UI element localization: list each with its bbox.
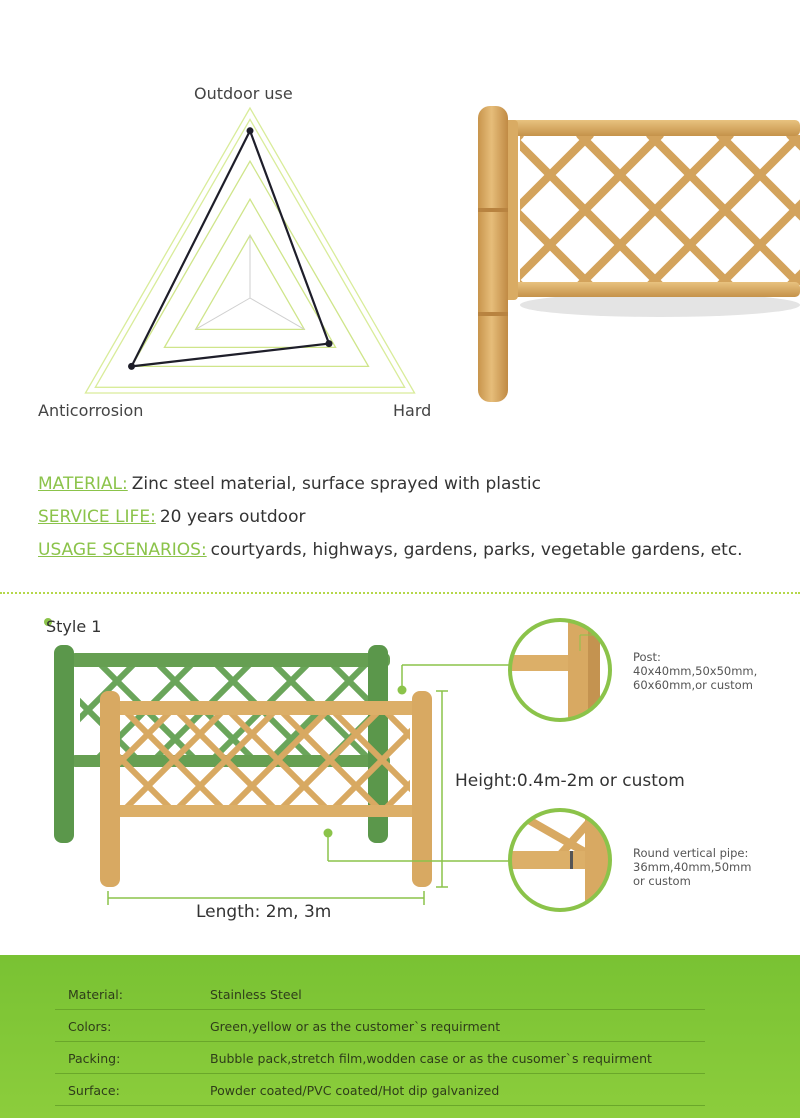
annotation-line: Post: xyxy=(633,650,661,664)
annotation-line: 40x40mm,50x50mm, xyxy=(633,664,758,678)
radar-spoke xyxy=(196,298,250,329)
spec-value: 20 years outdoor xyxy=(159,507,306,527)
table-row xyxy=(55,1011,705,1042)
annotation-line: 60x60mm,or custom xyxy=(633,678,753,692)
spec-key: SERVICE LIFE: xyxy=(38,507,156,527)
style-label: Style 1 xyxy=(46,617,102,636)
radar-axis-label-anticorrosion: Anticorrosion xyxy=(38,401,144,420)
specs-table xyxy=(0,955,800,1118)
dimension-dot xyxy=(398,686,407,695)
table-value: Bubble pack,stretch film,wodden case or as the cusomer`s requirment xyxy=(210,1051,652,1066)
table-value: Stainless Steel xyxy=(210,987,302,1002)
length-label: Length: 2m, 3m xyxy=(196,902,332,922)
fence-lattice xyxy=(470,135,800,285)
radar-axis-label-outdoor: Outdoor use xyxy=(194,84,293,103)
post-detail-circle xyxy=(510,620,610,730)
table-value: Powder coated/PVC coated/Hot dip galvanized xyxy=(210,1083,500,1098)
radar-point xyxy=(128,363,135,370)
table-row xyxy=(55,1043,705,1074)
pipe-detail-circle xyxy=(510,810,610,920)
spec-usage-scenarios xyxy=(38,540,743,560)
radar-value-polygon xyxy=(132,131,329,367)
table-key: Material: xyxy=(68,987,123,1002)
table-row xyxy=(55,979,705,1010)
radar-spokes xyxy=(196,235,305,329)
spec-value: courtyards, highways, gardens, parks, vegetable gardens, etc. xyxy=(210,540,743,560)
spec-key: MATERIAL: xyxy=(38,474,128,494)
fence-illustration xyxy=(470,90,800,410)
annotation-line: or custom xyxy=(633,874,691,888)
fence-post-joint xyxy=(478,312,508,316)
radar-point xyxy=(247,127,254,134)
radar-axis-label-hard: Hard xyxy=(393,401,432,420)
section-divider xyxy=(0,592,800,594)
spec-material xyxy=(38,474,541,494)
fence-post xyxy=(478,106,508,402)
fence-bottom-rail xyxy=(508,282,800,297)
table-value: Green,yellow or as the customer`s requirment xyxy=(210,1019,501,1034)
table-key: Packing: xyxy=(68,1051,121,1066)
fence-post-joint xyxy=(478,208,508,212)
radar-spoke xyxy=(250,298,304,329)
table-key: Colors: xyxy=(68,1019,112,1034)
radar-chart xyxy=(20,70,460,430)
spec-service-life xyxy=(38,507,305,527)
height-label: Height:0.4m-2m or custom xyxy=(455,771,685,791)
table-row xyxy=(55,1075,705,1106)
post-annotation xyxy=(633,650,757,692)
fence-top-rail xyxy=(508,120,800,136)
dimension-dot xyxy=(324,829,333,838)
pipe-annotation xyxy=(633,846,751,888)
radar-point xyxy=(325,340,332,347)
spec-value: Zinc steel material, surface sprayed with plastic xyxy=(131,474,541,494)
table-key: Surface: xyxy=(68,1083,120,1098)
annotation-line: Round vertical pipe: xyxy=(633,846,749,860)
spec-key: USAGE SCENARIOS: xyxy=(38,540,207,560)
annotation-line: 36mm,40mm,50mm xyxy=(633,860,752,874)
